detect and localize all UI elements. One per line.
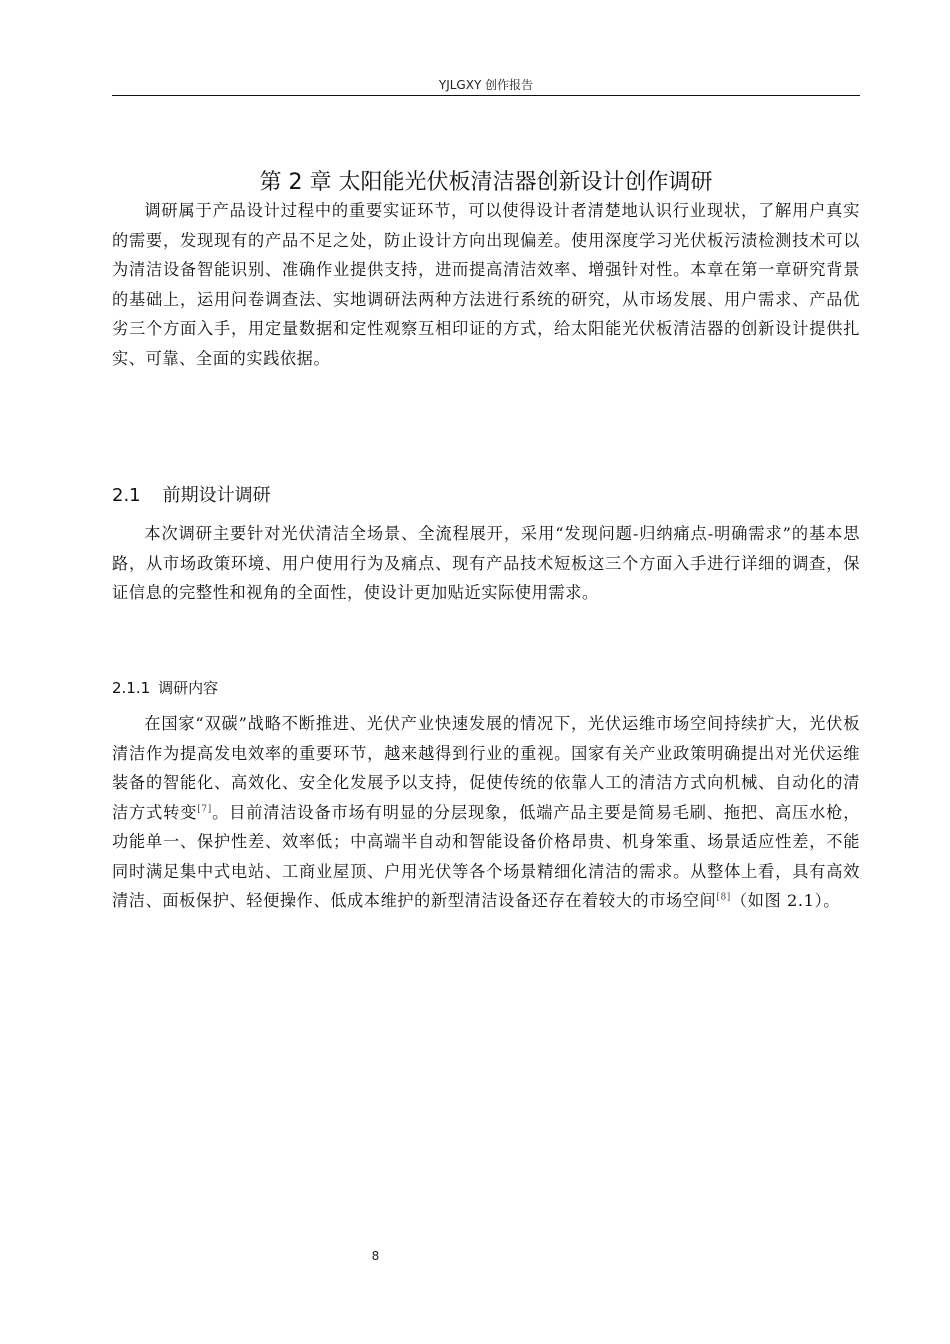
subsection-heading-2-1-1 bbox=[112, 676, 218, 700]
paragraph-text-part-3: （如图 2.1）。 bbox=[730, 891, 841, 910]
section-title: 前期设计调研 bbox=[162, 485, 271, 506]
subsection-number: 2.1.1 bbox=[112, 679, 151, 697]
paragraph-text-part-1: 在国家“双碳”战略不断推进、光伏产业快速发展的情况下，光伏运维市场空间持续扩大，光伏板清洁作为提高发电效率的重要环节，越来越得到行业的重视。国家有关产业政策明确提出对光伏运维装备的智能化、高效化、安全化发展予以支持，促使传统的依靠人工的清洁方式向机械、自动化的清洁方式转变 bbox=[112, 714, 860, 822]
header-divider bbox=[112, 95, 860, 96]
section-2-1-1-paragraph bbox=[112, 709, 860, 916]
section-heading-2-1 bbox=[112, 482, 271, 510]
citation-reference-7: [7] bbox=[197, 804, 212, 815]
citation-reference-8: [8] bbox=[716, 892, 731, 903]
page-number: 8 bbox=[371, 1249, 380, 1263]
intro-paragraph: 调研属于产品设计过程中的重要实证环节，可以使得设计者清楚地认识行业现状，了解用户真实的需要，发现现有的产品不足之处，防止设计方向出现偏差。使用深度学习光伏板污渍检测技术可以为清洁设备智能识别、准确作业提供支持，进而提高清洁效率、增强针对性。本章在第一章研究背景的基础上，运用问卷调查法、实地调研法两种方法进行系统的研究，从市场发展、用户需求、产品优劣三个方面入手，用定量数据和定性观察互相印证的方式，给太阳能光伏板清洁器的创新设计提供扎实、可靠、全面的实践依据。 bbox=[112, 201, 860, 368]
chapter-title: 第 2 章 太阳能光伏板清洁器创新设计创作调研 bbox=[259, 170, 713, 195]
paragraph-text-part-2: 。目前清洁设备市场有明显的分层现象，低端产品主要是简易毛刷、拖把、高压水枪，功能单一、保护性差、效率低；中高端半自动和智能设备价格昂贵、机身笨重、场景适应性差，不能同时满足集中式电站、工商业屋顶、户用光伏等各个场景精细化清洁的需求。从整体上看，具有高效清洁、面板保护、轻便操作、低成本维护的新型清洁设备还存在着较大的市场空间 bbox=[112, 802, 861, 910]
running-header: YJLGXY 创作报告 bbox=[438, 78, 534, 92]
section-number: 2.1 bbox=[112, 485, 141, 506]
section-2-1-paragraph: 本次调研主要针对光伏清洁全场景、全流程展开，采用“发现问题-归纳痛点-明确需求”的基本思路，从市场政策环境、用户使用行为及痛点、现有产品技术短板这三个方面入手进行详细的调查，保证信息的完整性和视角的全面性，使设计更加贴近实际使用需求。 bbox=[112, 524, 860, 602]
subsection-title: 调研内容 bbox=[158, 679, 219, 697]
